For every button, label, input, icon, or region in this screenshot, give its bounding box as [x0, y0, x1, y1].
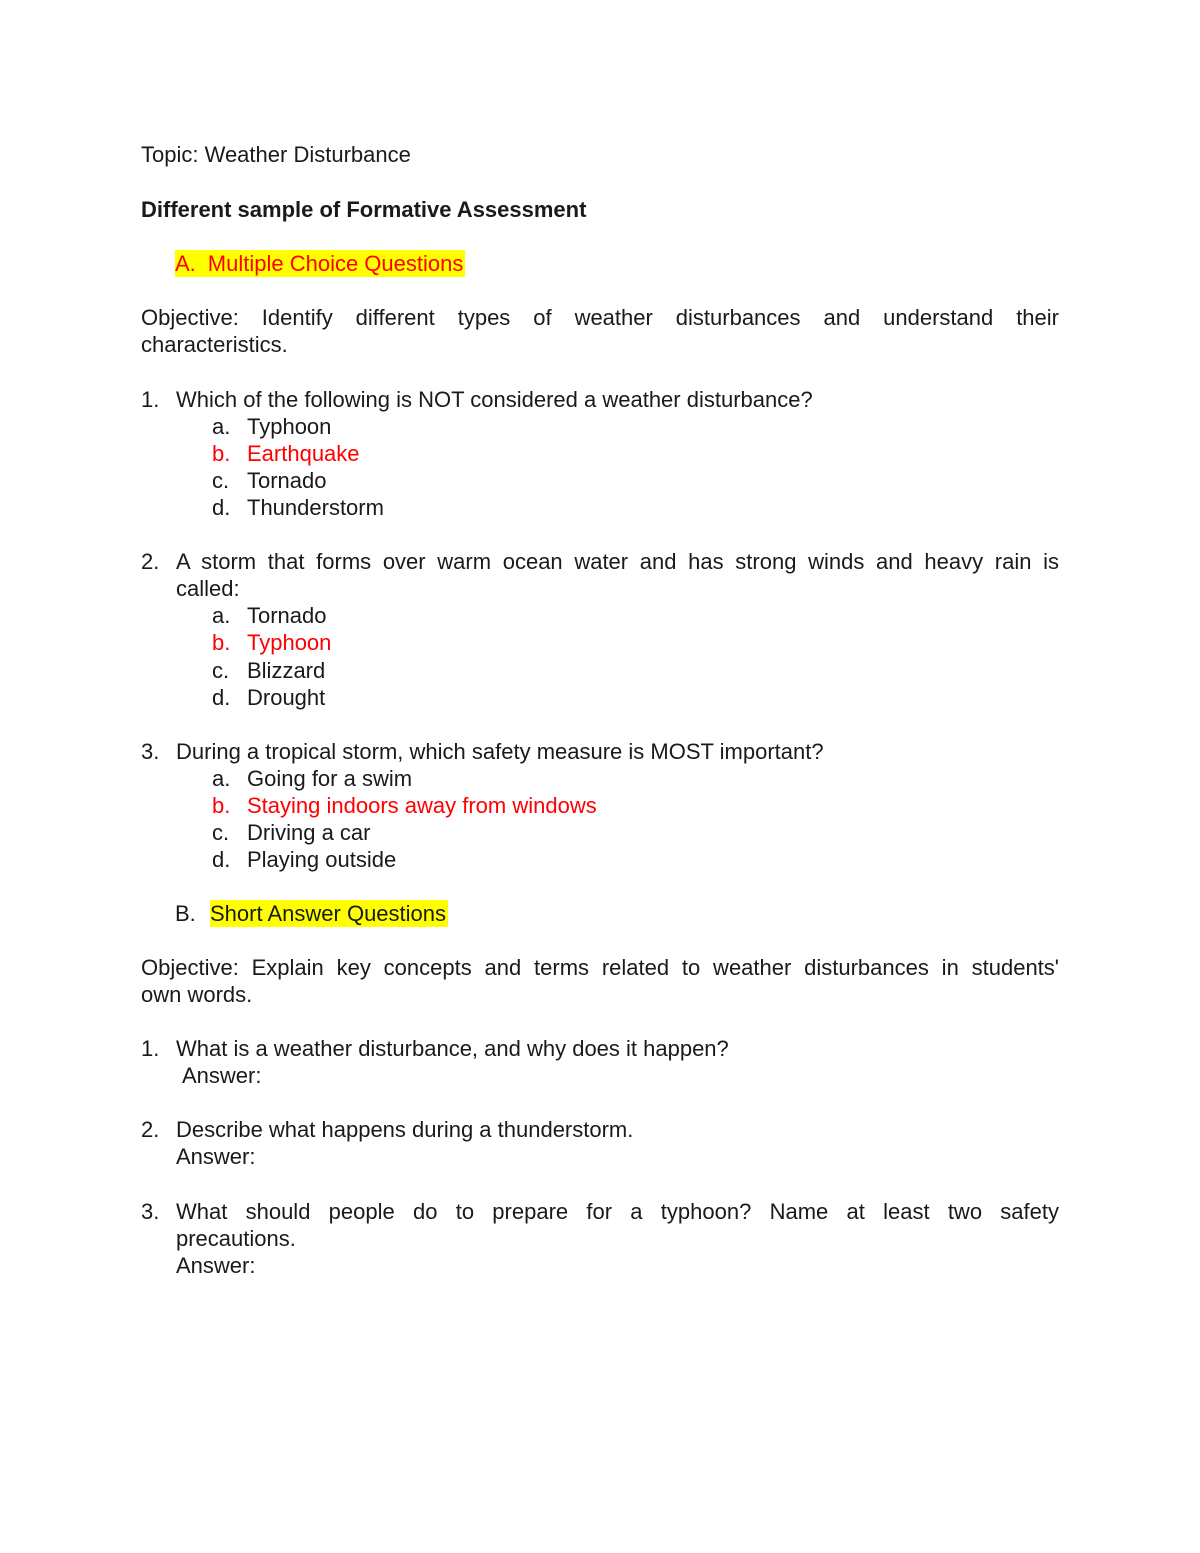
section-a-objective-line1: Objective: Identify different types of weather disturbances and understand their — [141, 305, 1059, 330]
sa-q2-number: 2. — [141, 1117, 160, 1142]
mc-q3-option-a: Going for a swim — [247, 766, 413, 791]
sa-q3-number: 3. — [141, 1199, 160, 1224]
mc-q1-option-b-correct: Earthquake — [247, 441, 360, 466]
mc-q2-option-c-letter: c. — [212, 658, 230, 683]
mc-q1-number: 1. — [141, 387, 160, 412]
mc-q1-option-d: Thunderstorm — [247, 495, 384, 520]
section-b-title: Short Answer Questions — [210, 901, 447, 926]
document-heading: Different sample of Formative Assessment — [141, 197, 587, 222]
sa-q3-text-line2: precautions. — [176, 1226, 296, 1251]
mc-q2-option-a: Tornado — [247, 603, 327, 628]
sa-q3-answer-label: Answer: — [176, 1253, 256, 1278]
mc-q1-option-b-letter: b. — [212, 441, 231, 466]
mc-q2-text-line1: A storm that forms over warm ocean water and has strong winds and heavy rain is — [176, 549, 1059, 574]
mc-q2-option-d: Drought — [247, 685, 326, 710]
mc-q3-text: During a tropical storm, which safety measure is MOST important? — [176, 739, 824, 764]
mc-q2-option-a-letter: a. — [212, 603, 231, 628]
section-a-objective-line2: characteristics. — [141, 332, 288, 357]
mc-q2-option-b-letter: b. — [212, 630, 231, 655]
mc-q3-option-b-letter: b. — [212, 793, 231, 818]
mc-q1-option-c: Tornado — [247, 468, 327, 493]
mc-q2-number: 2. — [141, 549, 160, 574]
mc-q2-text-line2: called: — [176, 576, 240, 601]
topic-line: Topic: Weather Disturbance — [141, 142, 411, 167]
mc-q1-option-a-letter: a. — [212, 414, 231, 439]
sa-q1-answer-label: Answer: — [182, 1063, 262, 1088]
mc-q3-option-c-letter: c. — [212, 820, 230, 845]
sa-q1-number: 1. — [141, 1036, 160, 1061]
mc-q1-option-a: Typhoon — [247, 414, 332, 439]
mc-q3-option-d-letter: d. — [212, 847, 231, 872]
section-a-marker: A. — [175, 251, 196, 276]
mc-q1-text: Which of the following is NOT considered a weather disturbance? — [176, 387, 813, 412]
mc-q2-option-c: Blizzard — [247, 658, 326, 683]
sa-q2-answer-label: Answer: — [176, 1144, 256, 1169]
sa-q3-text-line1: What should people do to prepare for a typhoon? Name at least two safety — [176, 1199, 1059, 1224]
mc-q3-number: 3. — [141, 739, 160, 764]
section-a-title: Multiple Choice Questions — [207, 251, 464, 276]
mc-q3-option-d: Playing outside — [247, 847, 397, 872]
mc-q2-option-d-letter: d. — [212, 685, 231, 710]
section-a-header — [175, 250, 465, 277]
sa-q2-text: Describe what happens during a thunderstorm. — [176, 1117, 634, 1142]
mc-q3-option-a-letter: a. — [212, 766, 231, 791]
mc-q3-option-b-correct: Staying indoors away from windows — [247, 793, 597, 818]
sa-q1-text: What is a weather disturbance, and why does it happen? — [176, 1036, 729, 1061]
mc-q1-option-d-letter: d. — [212, 495, 231, 520]
section-b-objective-line2: own words. — [141, 982, 253, 1007]
mc-q1-option-c-letter: c. — [212, 468, 230, 493]
mc-q2-option-b-correct: Typhoon — [247, 630, 332, 655]
mc-q3-option-c: Driving a car — [247, 820, 371, 845]
section-b-marker: B. — [175, 901, 196, 926]
section-b-objective-line1: Objective: Explain key concepts and terms related to weather disturbances in students' — [141, 955, 1059, 980]
